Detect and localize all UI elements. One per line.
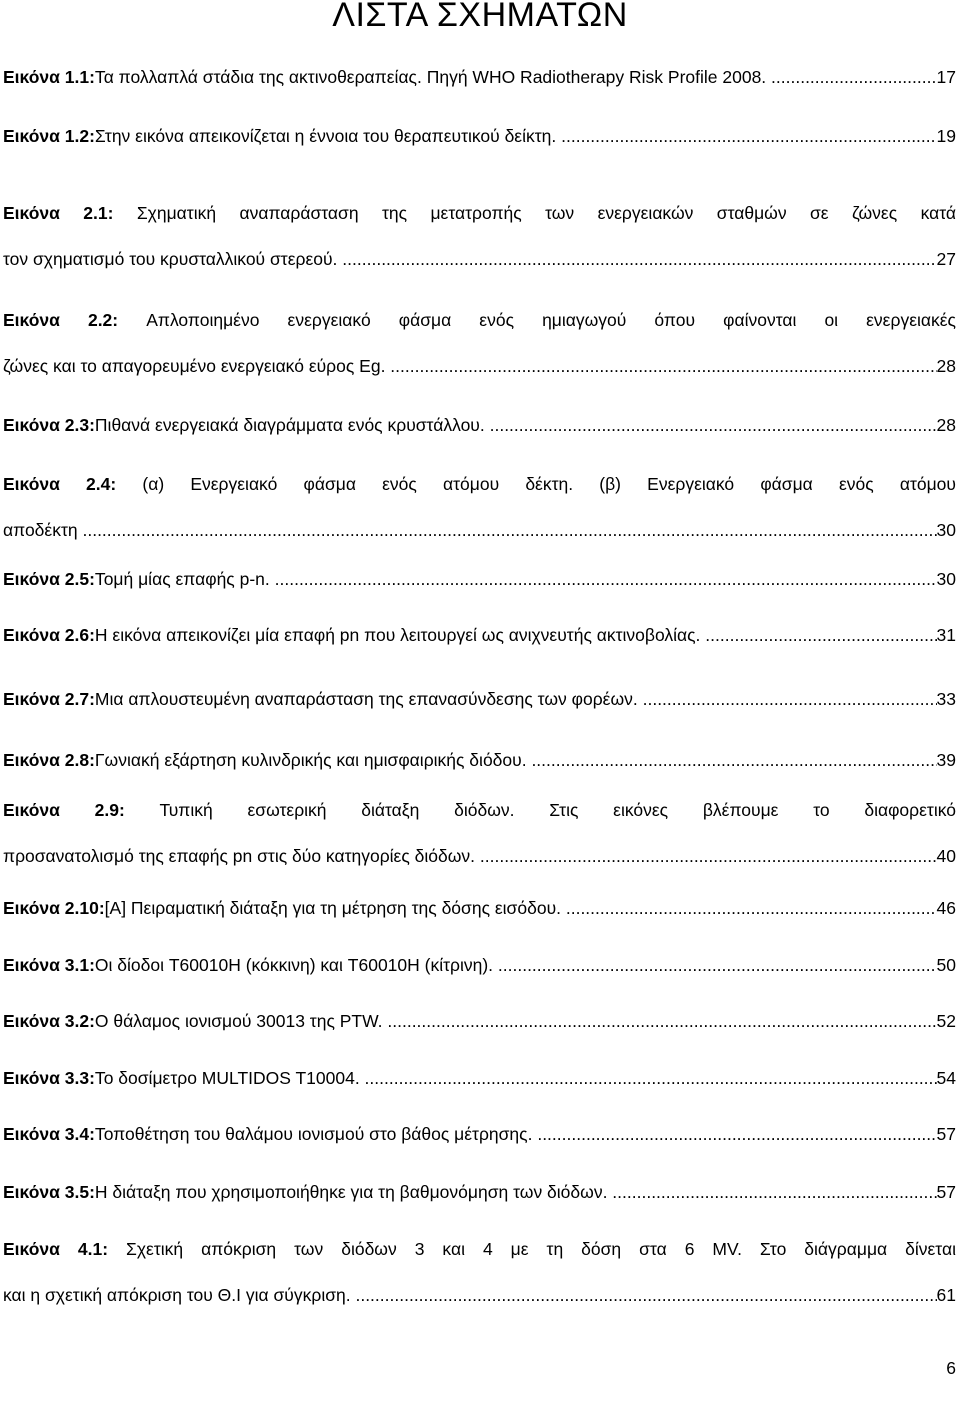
- label-colon: :: [89, 1068, 95, 1088]
- list-item[interactable]: [3, 612, 956, 658]
- figure-page-number: 33: [936, 689, 956, 709]
- entry-line: [3, 113, 956, 159]
- figure-caption: Τυπική εσωτερική διάταξη διόδων. Στις εικόνες βλέπουμε το διαφορετικό: [159, 800, 956, 820]
- list-item[interactable]: [3, 402, 956, 448]
- figure-page-number: 27: [936, 249, 956, 269]
- figure-caption: Ο θάλαμος ιονισμού 30013 της PTW. .....: [95, 998, 937, 1044]
- entry-line: [3, 54, 956, 100]
- figure-caption: Σχετική απόκριση των διόδων 3 και 4 με τη δόση στα 6 MV. Στο διάγραμμα δίνεται: [126, 1239, 956, 1259]
- figure-label: Εικόνα 3.2: [3, 1011, 90, 1031]
- figure-caption: Σχηματική αναπαράσταση της μετατροπής των ενεργειακών σταθμών σε ζώνες κατά: [136, 203, 956, 223]
- figure-page-number: 31: [936, 625, 956, 645]
- entry-line: [3, 1169, 956, 1215]
- figure-page-number: 52: [936, 1011, 956, 1031]
- label-colon: :: [89, 1011, 95, 1031]
- label-colon: :: [89, 67, 95, 87]
- entry-line: [3, 885, 956, 931]
- figure-caption: Στην εικόνα απεικονίζεται η έννοια του θεραπευτικού δείκτη. .....: [95, 113, 937, 159]
- entry-line: [3, 1226, 956, 1272]
- figure-label: Εικόνα 2.3: [3, 415, 90, 435]
- figure-label: Εικόνα 3.4: [3, 1124, 90, 1144]
- figure-caption: Γωνιακή εξάρτηση κυλινδρικής και ημισφαιρικής διόδου. .....: [95, 737, 937, 783]
- figure-caption: (α) Ενεργειακό φάσμα ενός ατόμου δέκτη. (β) Ενεργειακό φάσμα ενός ατόμου: [142, 474, 956, 494]
- page-number: 6: [946, 1358, 956, 1378]
- figure-label: Εικόνα 3.3: [3, 1068, 90, 1088]
- page-title: ΛΙΣΤΑ ΣΧΗΜΑΤΩΝ: [332, 0, 628, 34]
- entry-line: [3, 1272, 956, 1318]
- figure-label: Εικόνα 4.1: [3, 1239, 103, 1259]
- figure-label: Εικόνα 2.5: [3, 569, 90, 589]
- figure-caption: Τοποθέτηση του θαλάμου ιονισμού στο βάθος μέτρησης. .....: [95, 1111, 937, 1157]
- label-colon: :: [110, 474, 143, 494]
- figure-caption: προσανατολισμό της επαφής pn στις δύο κατηγορίες διόδων. .....: [3, 833, 937, 879]
- figure-caption: Πιθανά ενεργειακά διαγράμματα ενός κρυστάλλου. .....: [95, 402, 937, 448]
- list-item[interactable]: [3, 1169, 956, 1215]
- figure-caption: Το δοσίμετρο MULTIDOS T10004. .....: [95, 1055, 937, 1101]
- figure-caption: Οι δίοδοι T60010H (κόκκινη) και T60010H (κίτρινη). .....: [95, 942, 937, 988]
- label-colon: :: [89, 1124, 95, 1144]
- figure-caption: Η διάταξη που χρησιμοποιήθηκε για τη βαθμονόμηση των διόδων. .....: [95, 1169, 937, 1215]
- label-colon: :: [89, 569, 95, 589]
- list-item[interactable]: [3, 998, 956, 1044]
- list-item[interactable]: [3, 737, 956, 783]
- label-colon: :: [118, 800, 160, 820]
- label-colon: :: [89, 625, 95, 645]
- entry-line: [3, 402, 956, 448]
- figure-caption: αποδέκτη .....: [3, 507, 937, 553]
- list-item[interactable]: [3, 54, 956, 100]
- figure-label: Εικόνα 3.1: [3, 955, 90, 975]
- label-colon: :: [89, 750, 95, 770]
- label-colon: :: [98, 898, 105, 918]
- entry-line: [3, 787, 956, 833]
- figure-label: Εικόνα 2.8: [3, 750, 90, 770]
- figure-label: Εικόνα 2.1: [3, 203, 108, 223]
- entry-line: [3, 833, 956, 879]
- entry-line: [3, 1111, 956, 1157]
- entry-line: [3, 236, 956, 282]
- figure-label: Εικόνα 2.4: [3, 474, 111, 494]
- figure-page-number: 30: [936, 520, 956, 540]
- figure-caption: Μια απλουστευμένη αναπαράσταση της επανασύνδεσης των φορέων. .....: [95, 676, 937, 722]
- figure-label: Εικόνα 3.5: [3, 1182, 90, 1202]
- list-item[interactable]: [3, 297, 956, 389]
- entry-line: [3, 507, 956, 553]
- label-colon: :: [89, 415, 95, 435]
- figure-page-number: 28: [936, 415, 956, 435]
- figure-label: Εικόνα 2.9: [3, 800, 119, 820]
- list-item[interactable]: [3, 676, 956, 722]
- figure-caption: Τα πολλαπλά στάδια της ακτινοθεραπείας. Πηγή WHO Radiotherapy Risk Profile 2008. .....: [95, 54, 937, 100]
- list-item[interactable]: [3, 113, 956, 159]
- label-colon: :: [89, 689, 95, 709]
- figure-page-number: 40: [936, 846, 956, 866]
- figure-caption: [Α] Πειραματική διάταξη για τη μέτρηση της δόσης εισόδου. .....: [105, 885, 937, 931]
- figure-page-number: 28: [936, 356, 956, 376]
- list-item[interactable]: [3, 885, 956, 931]
- figure-page-number: 30: [936, 569, 956, 589]
- figure-page-number: 17: [936, 67, 956, 87]
- label-colon: :: [89, 955, 95, 975]
- figure-label: Εικόνα 1.2: [3, 126, 90, 146]
- figure-caption: ζώνες και το απαγορευμένο ενεργειακό εύρος Eg. .....: [3, 343, 937, 389]
- label-colon: :: [89, 126, 95, 146]
- figure-page-number: 61: [936, 1285, 956, 1305]
- figure-caption: και η σχετική απόκριση του Θ.Ι για σύγκριση. .....: [3, 1272, 937, 1318]
- figure-caption: Απλοποιημένο ενεργειακό φάσμα ενός ημιαγωγού όπου φαίνονται οι ενεργειακές: [146, 310, 956, 330]
- list-item[interactable]: [3, 1055, 956, 1101]
- list-item[interactable]: [3, 190, 956, 282]
- figure-label: Εικόνα 1.1: [3, 67, 90, 87]
- figure-page-number: 39: [936, 750, 956, 770]
- label-colon: :: [102, 1239, 127, 1259]
- entry-line: [3, 612, 956, 658]
- figure-page-number: 57: [936, 1124, 956, 1144]
- figure-caption: Τομή μίας επαφής p-n. .....: [95, 556, 937, 602]
- figure-label: Εικόνα 2.2: [3, 310, 113, 330]
- figure-label: Εικόνα 2.7: [3, 689, 90, 709]
- entry-line: [3, 737, 956, 783]
- entry-line: [3, 556, 956, 602]
- figure-page-number: 50: [936, 955, 956, 975]
- label-colon: :: [107, 203, 137, 223]
- entry-line: [3, 461, 956, 507]
- entry-line: [3, 676, 956, 722]
- list-item[interactable]: [3, 1111, 956, 1157]
- list-item[interactable]: [3, 787, 956, 879]
- label-colon: :: [112, 310, 147, 330]
- entry-line: [3, 1055, 956, 1101]
- figure-label: Εικόνα 2.6: [3, 625, 90, 645]
- list-item[interactable]: [3, 556, 956, 602]
- entry-line: [3, 297, 956, 343]
- figure-caption: τον σχηματισμό του κρυσταλλικού στερεού. .....: [3, 236, 937, 282]
- entry-line: [3, 942, 956, 988]
- figure-caption: Η εικόνα απεικονίζει μία επαφή pn που λειτουργεί ως ανιχνευτής ακτινοβολίας. .....: [95, 612, 937, 658]
- list-item[interactable]: [3, 461, 956, 553]
- figure-page-number: 57: [936, 1182, 956, 1202]
- figure-page-number: 46: [936, 898, 956, 918]
- label-colon: :: [89, 1182, 95, 1202]
- figure-page-number: 54: [936, 1068, 956, 1088]
- list-item[interactable]: [3, 1226, 956, 1318]
- figure-page-number: 19: [936, 126, 956, 146]
- list-item[interactable]: [3, 942, 956, 988]
- entry-line: [3, 343, 956, 389]
- entry-line: [3, 998, 956, 1044]
- figure-label: Εικόνα 2.10: [3, 898, 99, 918]
- entry-line: [3, 190, 956, 236]
